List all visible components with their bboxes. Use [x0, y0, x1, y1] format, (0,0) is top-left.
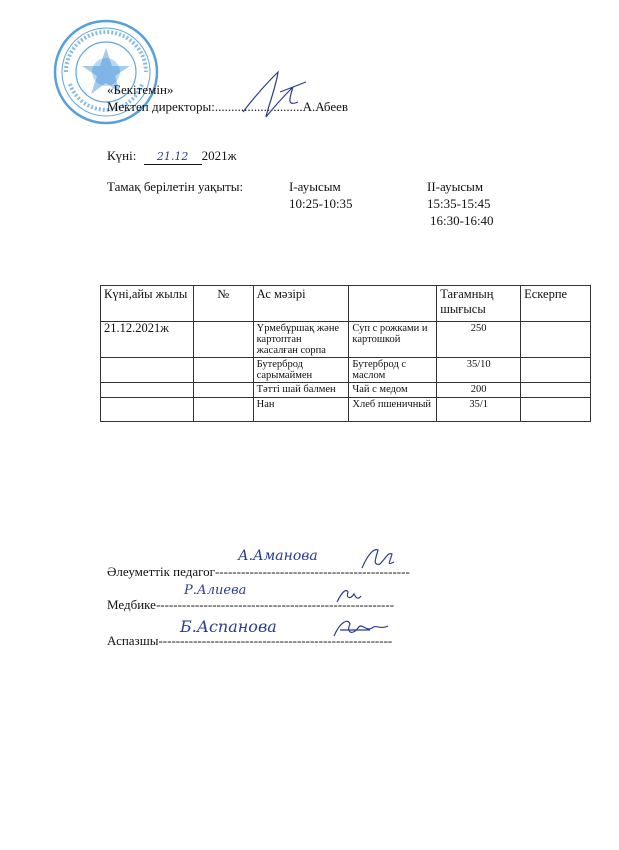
- header-note: Ескерпе: [521, 286, 591, 322]
- approval-heading: «Бекітемін»: [107, 82, 174, 97]
- table-header-row: [101, 286, 591, 322]
- row-note: [521, 358, 591, 383]
- row-dish-kz: Үрмебұршақ және картоптан жасалған сорпа: [253, 322, 349, 358]
- date-label: Күні:: [107, 148, 137, 163]
- row-dish-kz: Бутерброд сарымаймен: [253, 358, 349, 383]
- signature-dashes: ------------------------------------------------------: [158, 633, 393, 648]
- table-row: [101, 358, 591, 383]
- shift2-time1: 15:35-15:45: [427, 196, 491, 211]
- shift1-time: 10:25-10:35: [289, 196, 353, 211]
- row-yield: 250: [437, 322, 521, 358]
- signature-label: Әлеуметтік педагог: [107, 564, 215, 579]
- row-yield: 35/1: [437, 398, 521, 422]
- row-dish-ru: Бутерброд с маслом: [349, 358, 437, 383]
- signature-handwritten: Р.Алиева: [184, 583, 247, 598]
- row-note: [521, 322, 591, 358]
- signature-dashes: -------------------------------------------------------: [155, 597, 395, 612]
- row-dish-kz: Тәтті шай балмен: [253, 383, 349, 398]
- signature-scribble: [334, 584, 364, 608]
- header-menu: Ас мәзірі: [253, 286, 349, 322]
- row-dish-ru: Чай с медом: [349, 383, 437, 398]
- header-yield: Тағамның шығысы: [437, 286, 521, 322]
- director-dots: ...........................: [214, 99, 303, 114]
- signature-handwritten: А.Аманова: [238, 548, 318, 564]
- row-yield: 35/10: [437, 358, 521, 383]
- row-date: [101, 383, 194, 398]
- director-name: А.Абеев: [302, 99, 349, 114]
- date-handwritten: 21.12: [156, 150, 189, 163]
- signature-label: Медбике: [107, 597, 156, 612]
- table-row: [101, 383, 591, 398]
- row-note: [521, 383, 591, 398]
- signature-label: Аспазшы: [107, 633, 159, 648]
- header-number: №: [193, 286, 253, 322]
- row-number: [193, 398, 253, 422]
- menu-table: [100, 285, 591, 422]
- date-suffix: 2021ж: [201, 148, 237, 163]
- row-number: [193, 383, 253, 398]
- row-note: [521, 398, 591, 422]
- director-line: [107, 99, 348, 115]
- header-date: Күні,айы жылы: [101, 286, 194, 322]
- director-label: Мектеп директоры:: [107, 99, 215, 114]
- row-dish-kz: Нан: [253, 398, 349, 422]
- row-dish-ru: Хлеб пшеничный: [349, 398, 437, 422]
- shift2-title: II-ауысым: [427, 179, 484, 194]
- signature-scribble: [358, 544, 398, 574]
- row-date: 21.12.2021ж: [101, 322, 194, 358]
- row-date: [101, 358, 194, 383]
- signature-scribble: [330, 614, 392, 644]
- shift2-time2: 16:30-16:40: [430, 213, 494, 228]
- row-yield: 200: [437, 383, 521, 398]
- header-menu-ru: [349, 286, 437, 322]
- date-handwritten-field: [144, 148, 202, 165]
- signature-dashes: ---------------------------------------------: [214, 564, 410, 579]
- table-row: [101, 322, 591, 358]
- table-row: [101, 398, 591, 422]
- date-line: [107, 148, 237, 165]
- shift1-title: I-ауысым: [289, 179, 341, 194]
- row-date: [101, 398, 194, 422]
- row-number: [193, 322, 253, 358]
- row-number: [193, 358, 253, 383]
- signature-handwritten: Б.Аспанова: [180, 617, 277, 636]
- row-dish-ru: Суп с рожками и картошкой: [349, 322, 437, 358]
- meal-time-label: Тамақ берілетін уақыты:: [107, 179, 244, 194]
- director-signature: [238, 62, 308, 122]
